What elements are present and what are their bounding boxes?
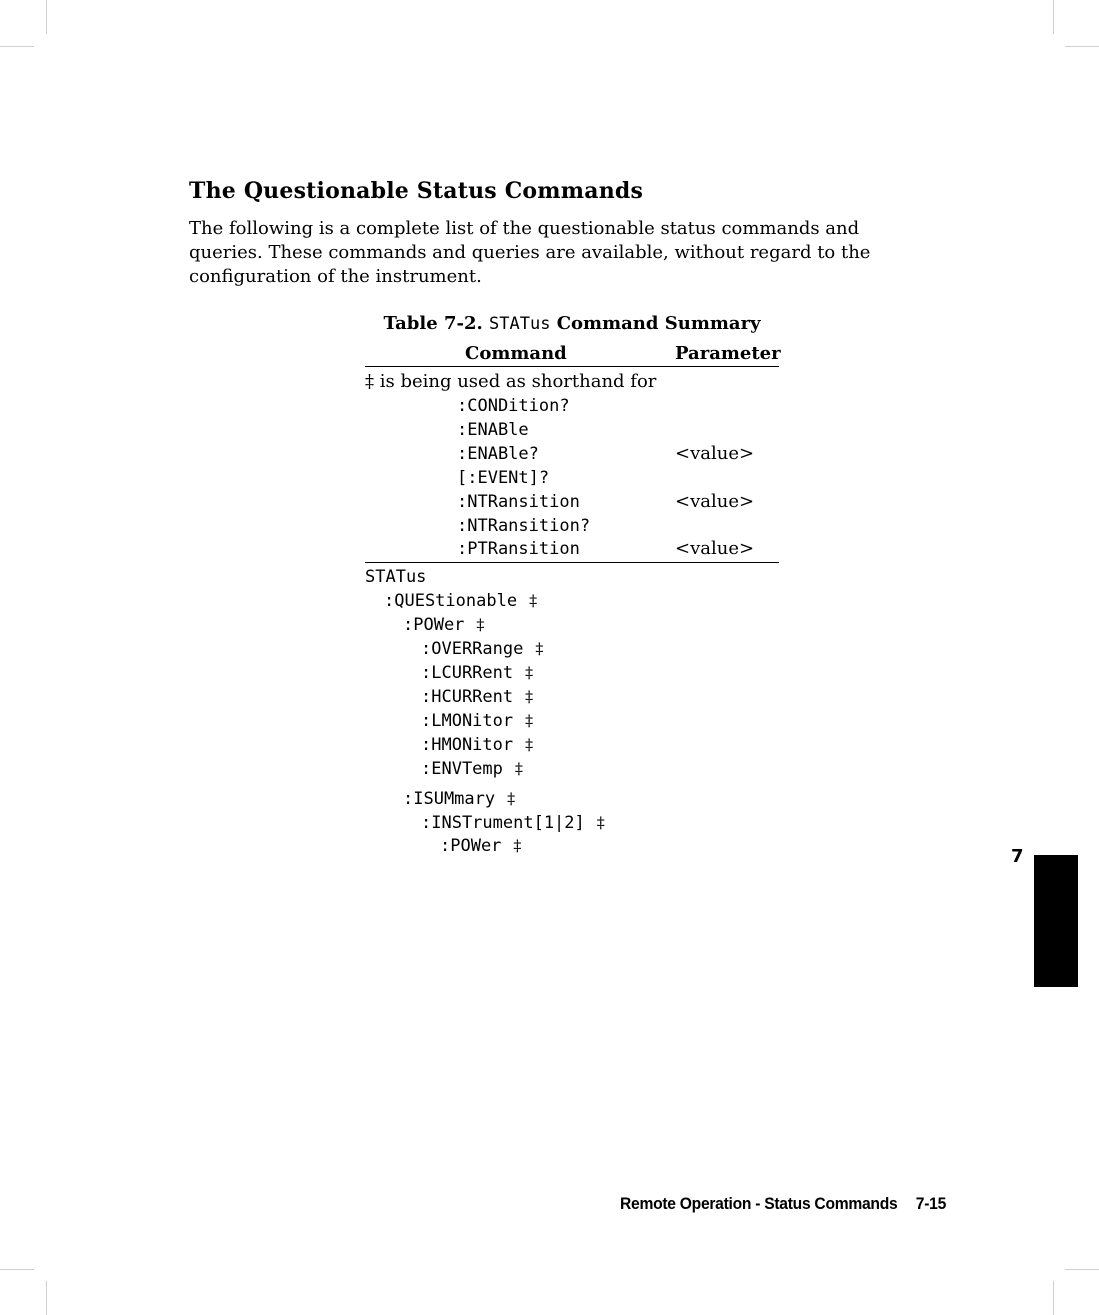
crop-mark [46, 1281, 47, 1315]
intro-line: The following is a complete list of the questionable status commands and [189, 218, 860, 239]
crop-mark [1053, 1281, 1054, 1315]
crop-mark [1053, 0, 1054, 34]
tree-command [421, 711, 533, 731]
table-caption [365, 313, 779, 334]
tree-command [403, 615, 484, 635]
tree-command [421, 687, 533, 707]
tree-command-text: :ISUMmary [403, 789, 496, 809]
tree-command [403, 789, 515, 809]
intro-line: queries. These commands and queries are available, without regard to the [189, 242, 871, 263]
tree-command-text: :POWer [440, 836, 502, 856]
tree-command [421, 663, 533, 683]
shorthand-marker: ‡ [525, 663, 534, 682]
crop-mark [46, 0, 47, 34]
table-rule [365, 366, 779, 367]
column-header-command: Command [465, 343, 567, 364]
tree-command [421, 639, 543, 659]
shorthand-command: :NTRansition [457, 492, 580, 512]
tree-command-text: :HMONitor [421, 735, 514, 755]
tree-command [384, 591, 537, 611]
shorthand-command: :NTRansition? [457, 516, 591, 536]
tree-command [440, 836, 521, 856]
shorthand-marker: ‡ [525, 711, 534, 730]
tree-command-text: :LMONitor [421, 711, 514, 731]
shorthand-parameter: <value> [675, 538, 755, 559]
shorthand-command: :ENABle [457, 420, 529, 440]
shorthand-command: :ENABle? [457, 444, 539, 464]
tree-command-text: :OVERRange [421, 639, 524, 659]
shorthand-marker: ‡ [529, 591, 538, 610]
shorthand-parameter: <value> [675, 491, 755, 512]
tree-command-text: :HCURRent [421, 687, 514, 707]
tree-command-text: :INSTrument[1|2] [421, 813, 585, 833]
shorthand-marker: ‡ [525, 735, 534, 754]
tree-command-text: :QUEStionable [384, 591, 518, 611]
shorthand-marker: ‡ [513, 836, 522, 855]
chapter-number: 7 [1011, 846, 1024, 867]
tree-command [421, 735, 533, 755]
shorthand-command: [:EVENt]? [457, 468, 550, 488]
shorthand-marker: ‡ [535, 639, 544, 658]
tree-command-text: STATus [365, 567, 427, 587]
tree-command [365, 567, 426, 587]
shorthand-marker: ‡ [514, 759, 523, 778]
tree-command-text: :ENVTemp [421, 759, 503, 779]
shorthand-command: :PTRansition [457, 539, 580, 559]
section-title: The Questionable Status Commands [189, 178, 644, 204]
caption-code: STATus [489, 314, 551, 334]
shorthand-marker: ‡ [596, 813, 605, 832]
shorthand-parameter: <value> [675, 443, 755, 464]
page-footer [620, 1194, 946, 1214]
shorthand-command: :CONDition? [457, 396, 570, 416]
column-header-parameter: Parameter [675, 343, 781, 364]
crop-mark [0, 1269, 34, 1270]
intro-paragraph [189, 217, 909, 289]
page-number: 7-15 [915, 1194, 946, 1213]
caption-prefix: Table 7-2. [383, 313, 483, 334]
tree-command [421, 759, 523, 779]
crop-mark [0, 46, 34, 47]
shorthand-intro: ‡ is being used as shorthand for [365, 371, 657, 392]
shorthand-marker: ‡ [476, 615, 485, 634]
shorthand-marker: ‡ [525, 687, 534, 706]
crop-mark [1065, 1269, 1099, 1270]
tree-command-text: :POWer [403, 615, 465, 635]
tree-command [421, 813, 605, 833]
shorthand-marker: ‡ [507, 789, 516, 808]
table-rule [365, 562, 779, 563]
chapter-tab-marker [1034, 855, 1078, 987]
caption-suffix: Command Summary [556, 313, 761, 334]
crop-mark [1065, 46, 1099, 47]
intro-line: configuration of the instrument. [189, 266, 482, 287]
tree-command-text: :LCURRent [421, 663, 514, 683]
running-head: Remote Operation - Status Commands [620, 1194, 898, 1213]
